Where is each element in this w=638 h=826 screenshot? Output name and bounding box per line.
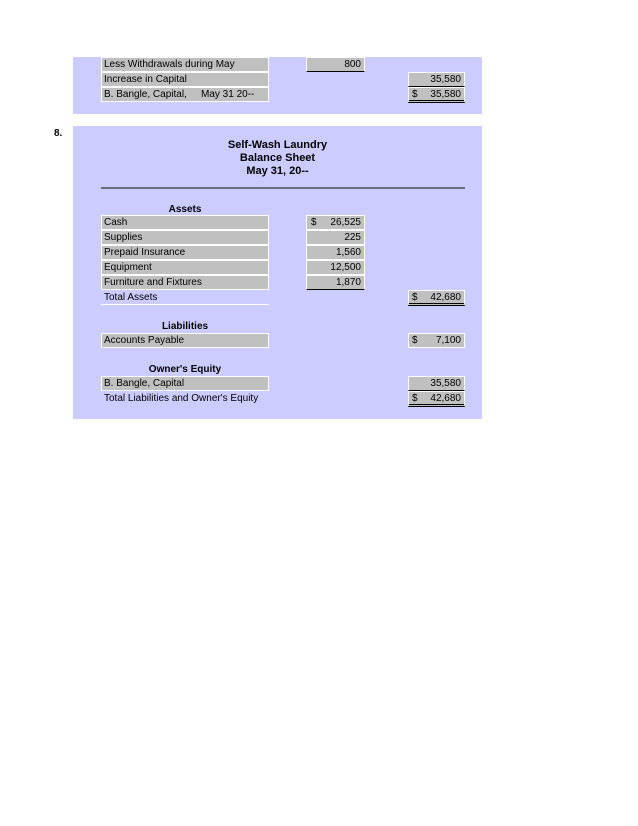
assets-heading: Assets [168, 204, 202, 215]
total-le-amount: 42,680 [430, 393, 461, 404]
equity-capital-label: B. Bangle, Capital [104, 378, 185, 389]
header-rule [101, 187, 465, 189]
asset-amount: 1,870 [335, 277, 361, 288]
total-le-label: Total Liabilities and Owner's Equity [104, 393, 259, 404]
withdrawals-label: Less Withdrawals during May [104, 59, 235, 70]
accounts-payable-currency: $ [412, 335, 418, 346]
total-assets-currency: $ [412, 292, 418, 303]
statement-title: Balance Sheet [239, 152, 316, 164]
capital-amount: 35,580 [430, 89, 461, 100]
capital-date: May 31 20-- [201, 89, 255, 100]
total-assets-label: Total Assets [104, 292, 158, 303]
capital-label: B. Bangle, Capital, [104, 89, 187, 100]
statement-date: May 31, 20-- [246, 165, 309, 177]
increase-label: Increase in Capital [104, 74, 187, 85]
total-assets-amount: 42,680 [430, 292, 461, 303]
liabilities-heading: Liabilities [161, 321, 209, 332]
company-name: Self-Wash Laundry [227, 139, 328, 151]
asset-label: Prepaid Insurance [104, 247, 186, 258]
total-assets-label-rule [101, 304, 269, 305]
assets-currency: $ [311, 217, 317, 228]
withdrawals-amount: 800 [344, 59, 361, 70]
asset-amount: 26,525 [330, 217, 361, 228]
accounts-payable-label: Accounts Payable [104, 335, 185, 346]
asset-label: Cash [104, 217, 128, 228]
equity-capital-amount: 35,580 [430, 378, 461, 389]
asset-label: Furniture and Fixtures [104, 277, 202, 288]
increase-amount: 35,580 [430, 74, 461, 85]
asset-label: Equipment [104, 262, 152, 273]
accounts-payable-amount: 7,100 [435, 335, 461, 346]
asset-label: Supplies [104, 232, 143, 243]
total-le-currency: $ [412, 393, 418, 404]
asset-amount: 1,560 [335, 247, 361, 258]
equity-heading: Owner's Equity [148, 364, 222, 375]
capital-currency: $ [412, 89, 418, 100]
asset-amount: 225 [344, 232, 361, 243]
problem-number: 8. [54, 128, 63, 139]
asset-amount: 12,500 [330, 262, 361, 273]
